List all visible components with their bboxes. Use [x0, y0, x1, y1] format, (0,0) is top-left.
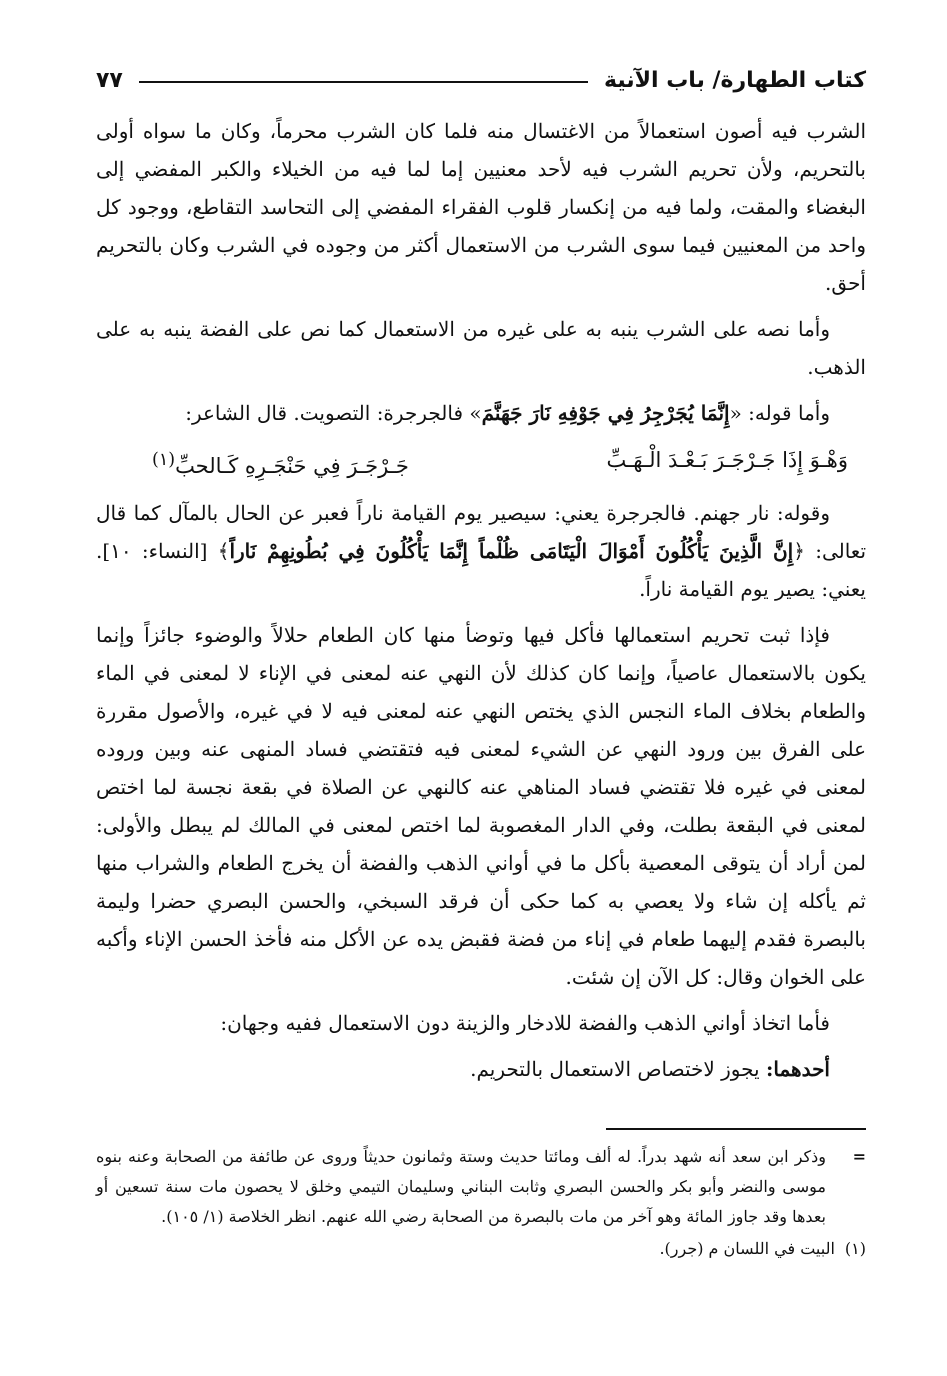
book-page — [96, 60, 866, 1320]
main-text — [96, 112, 866, 1096]
paragraph-5: فإذا ثبت تحريم استعمالها فأكل فيها وتوضأ منها كان الطعام حلالاً والوضوء جائزاً وإنما يكون بالاستعمال عاصياً، وإنما كان كذلك لأن النهي عنه لمعنى في الإناء لا لمعنى في الماء والطعام بخلاف الماء النجس الذي يختص النهي عنه لمعنى فيه لا في غيره، والأصول مقررة على الفرق بين ورود النهي عن الشيء لمعنى فيه فتقتضي فساد المنهى عنه وبين وروده لمعنى في غيره فلا تقتضي فساد المناهي عنه كالنهي عن الصلاة في بقعة نجسة لما اختص لمعنى في البقعة بطلت، وفي الدار المغصوبة لما اختص لمعنى في المالك لم يبطل والأولى: لمن أراد أن يتوقى المعصية بأكل ما في أواني الذهب والفضة أن يخرج الطعام والشراب منها ثم يأكله إن شاء ولا يعصي به كما حكى أن فرقد السبخي، والحسن البصري حضرا وليمة بالبصرة فقدم إليهما طعام في إناء من فضة فقبض يده عن الأكل منه فأخذ الحسن الإناء وأكبه على الخوان وقال: كل الآن إن شئت. — [96, 623, 866, 989]
verse-first-hemistich: وَهْـوَ إِذَا جَـرْجَـرَ بَـعْـدَ الْـهَـبِّ — [606, 448, 848, 472]
poetry-verse — [96, 440, 866, 486]
footnote-separator — [606, 1128, 866, 1130]
running-header — [96, 60, 866, 100]
paragraph-1: الشرب فيه أصون استعمالاً من الاغتسال منه فلما كان الشرب محرماً، وكان ما سواه أولى بالتحريم، ولأن تحريم الشرب فيه لأحد معنيين إما لما فيه من الخيلاء والكبر المفضي إلى البغضاء والمقت، ولما فيه من إنكسار قلوب الفقراء المفضي إلى التحاسد التقاطع، ووجود كل واحد من المعنيين فيما سوى الشرب من الاستعمال أكثر من وجوده في الشرب وكان بالتحريم أحق. — [96, 119, 866, 295]
paragraph-7 — [96, 1050, 866, 1088]
paragraph-3-intro: وأما قوله: « — [729, 401, 830, 425]
footnote-marker-1: (١) — [152, 450, 176, 470]
paragraph-7-label: أحدهما: — [765, 1057, 830, 1081]
paragraph-4 — [96, 494, 866, 608]
footnote-1-number: (١) — [844, 1239, 866, 1258]
paragraph-6: فأما اتخاذ أواني الذهب والفضة للادخار والزينة دون الاستعمال ففيه وجهان: — [220, 1011, 830, 1035]
page-number: ٧٧ — [96, 67, 123, 93]
quran-verse-quote: إِنَّ الَّذِينَ يَأْكُلُونَ أَمْوَالَ الْيَتَامَى ظُلْماً إِنَّمَا يَأْكُلُونَ فِي بُطُونِهِمْ نَاراً — [229, 539, 794, 563]
footnote-continued — [96, 1142, 866, 1232]
paragraph-7-text: يجوز لاختصاص الاستعمال بالتحريم. — [470, 1057, 766, 1081]
paragraph-3 — [96, 394, 866, 432]
footnotes — [96, 1142, 866, 1264]
footnote-1-text: البيت في اللسان م (جرر). — [659, 1239, 835, 1258]
paragraph-4-rest: ﴾ [النساء: ١٠]. يعني: يصير يوم القيامة ناراً. — [96, 539, 866, 601]
verse-second-hemistich — [152, 440, 409, 486]
paragraph-3-rest: » فالجرجرة: التصويت. قال الشاعر: — [185, 401, 482, 425]
verse-second-hemistich-text: جَـرْجَـرَ فِي حَنْجَـرِهِ كَـالحبِّ — [175, 454, 409, 478]
paragraph-4-intro: وقوله: نار جهنم. فالجرجرة يعني: سيصير يوم القيامة ناراً فعبر عن الحال بالمآل كما قال تعالى: ﴿ — [96, 501, 867, 563]
chapter-title: كتاب الطهارة/ باب الآنية — [604, 67, 866, 93]
footnote-continued-text: وذكر ابن سعد أنه شهد بدراً. له ألف ومائتا حديث وستة وثمانون حديثاً وروى عن طائفة من الصحابة وعنه بنوه موسى والنضر وأبو بكر والحسن البصري وثابت البناني وسليمان التيمي وخلق لا يحصون مات سنة تسعين أو بعدها وقد جاوز المائة وهو آخر من مات بالبصرة من الصحابة رضي الله عنهم. انظر الخلاصة (١/ ١٠٥). — [96, 1147, 826, 1226]
paragraph-2: وأما نصه على الشرب ينبه به على غيره من الاستعمال كما نص على الفضة ينبه به على الذهب. — [96, 317, 866, 379]
hadith-quote: إِنَّمَا يُجَرْجِرُ فِي جَوْفِهِ نَارَ جَهَنَّمَ — [481, 401, 730, 425]
footnote-1 — [96, 1234, 866, 1264]
continuation-marker: = — [852, 1147, 866, 1166]
header-rule — [139, 81, 588, 83]
